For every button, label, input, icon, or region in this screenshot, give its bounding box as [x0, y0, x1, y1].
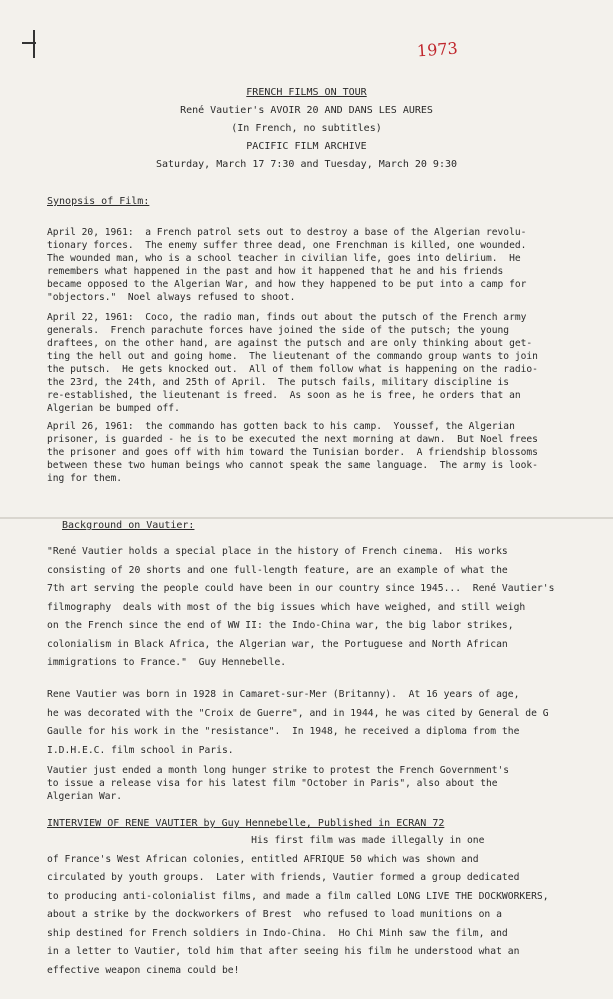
interview-heading: INTERVIEW OF RENE VAUTIER by Guy Hennebelle, Published in ECRAN 72 [47, 818, 445, 829]
handwritten-year: 1973 [416, 38, 459, 61]
header-dates: Saturday, March 17 7:30 and Tuesday, March 20 9:30 [155, 159, 458, 170]
synopsis-heading: Synopsis of Film: [47, 196, 150, 207]
header-title: FRENCH FILMS ON TOUR [246, 87, 367, 98]
header-venue: PACIFIC FILM ARCHIVE [246, 141, 367, 152]
background-paragraph-2: Rene Vautier was born in 1928 in Camaret-sur-Mer (Britanny). At 16 years of age, he was decorated with the "Croix de Guerre", and in 1944, he was cited by General de G Gaulle for his work in the "resistance". In 1948, he received a diploma from the I.D.H.E.C. film school in Paris. [47, 689, 549, 756]
pen-mark [33, 30, 35, 58]
synopsis-paragraph-2: April 22, 1961: Coco, the radio man, finds out about the putsch of the French army generals. French parachute forces have joined the side of the putsch; the young draftees, on the other hand, are against the putsch and are only thinking about get- ting the hell out and going home. The lieutenant of the commando group wants to join the putsch. He gets knocked out. All of them follow what is happening on the radio- the 23rd, the 24th, and 25th of April. The putsch fails, military discipline is re-established, the lieutenant is freed. As soon as he is free, he orders that an Algerian be bumped off. [47, 312, 538, 414]
pen-mark-stroke [22, 42, 36, 44]
background-paragraph-3: Vautier just ended a month long hunger strike to protest the French Government's to issue a release visa for his latest film "October in Paris", also about the Algerian War. [47, 765, 510, 802]
background-heading: Background on Vautier: [62, 520, 195, 531]
background-paragraph-1: "René Vautier holds a special place in the history of French cinema. His works consisting of 20 shorts and one full-length feature, are an example of what the 7th art serving the people could have been in our country since 1945... René Vautier's filmography deals with most of the big issues which have weighed, and still weigh on the French since the end of WW II: the Indo-China war, the big labor strikes, colonialism in Black Africa, the Algerian war, the Portuguese and North African immigrations to France." Guy Hennebelle. [47, 546, 555, 668]
synopsis-paragraph-3: April 26, 1961: the commando has gotten back to his camp. Youssef, the Algerian prisoner, is guarded - he is to be executed the next morning at dawn. But Noel frees the prisoner and goes off with him toward the Tunisian border. A friendship blossoms between these two human beings who cannot speak the same language. The army is look- ing for them. [47, 421, 538, 484]
header-language-note: (In French, no subtitles) [231, 123, 382, 134]
paper-fold-crease [0, 517, 613, 519]
header-film: René Vautier's AVOIR 20 AND DANS LES AURES [180, 105, 433, 116]
synopsis-paragraph-1: April 20, 1961: a French patrol sets out to destroy a base of the Algerian revolu- tionary forces. The enemy suffer three dead, one Frenchman is killed, one wounded. The wounded man, who is a school teacher in civilian life, goes into delirium. He remembers what happened in the past and how it happened that he and his friends became opposed to the Algerian War, and how they happened to be put into a camp for "objectors." Noel always refused to shoot. [47, 227, 527, 303]
document-header [0, 84, 613, 174]
interview-paragraph-1: His first film was made illegally in one of France's West African colonies, entitled AFRIQUE 50 which was shown and circulated by youth groups. Later with friends, Vautier formed a group dedicated to producing anti-colonialist films, and made a film called LONG LIVE THE DOCKWORKERS, about a strike by the dockworkers of Brest who refused to load munitions on a ship destined for French soldiers in Indo-China. Ho Chi Minh saw the film, and in a letter to Vautier, told him that after seeing his film he understood what an effective weapon cinema could be! [47, 835, 549, 976]
